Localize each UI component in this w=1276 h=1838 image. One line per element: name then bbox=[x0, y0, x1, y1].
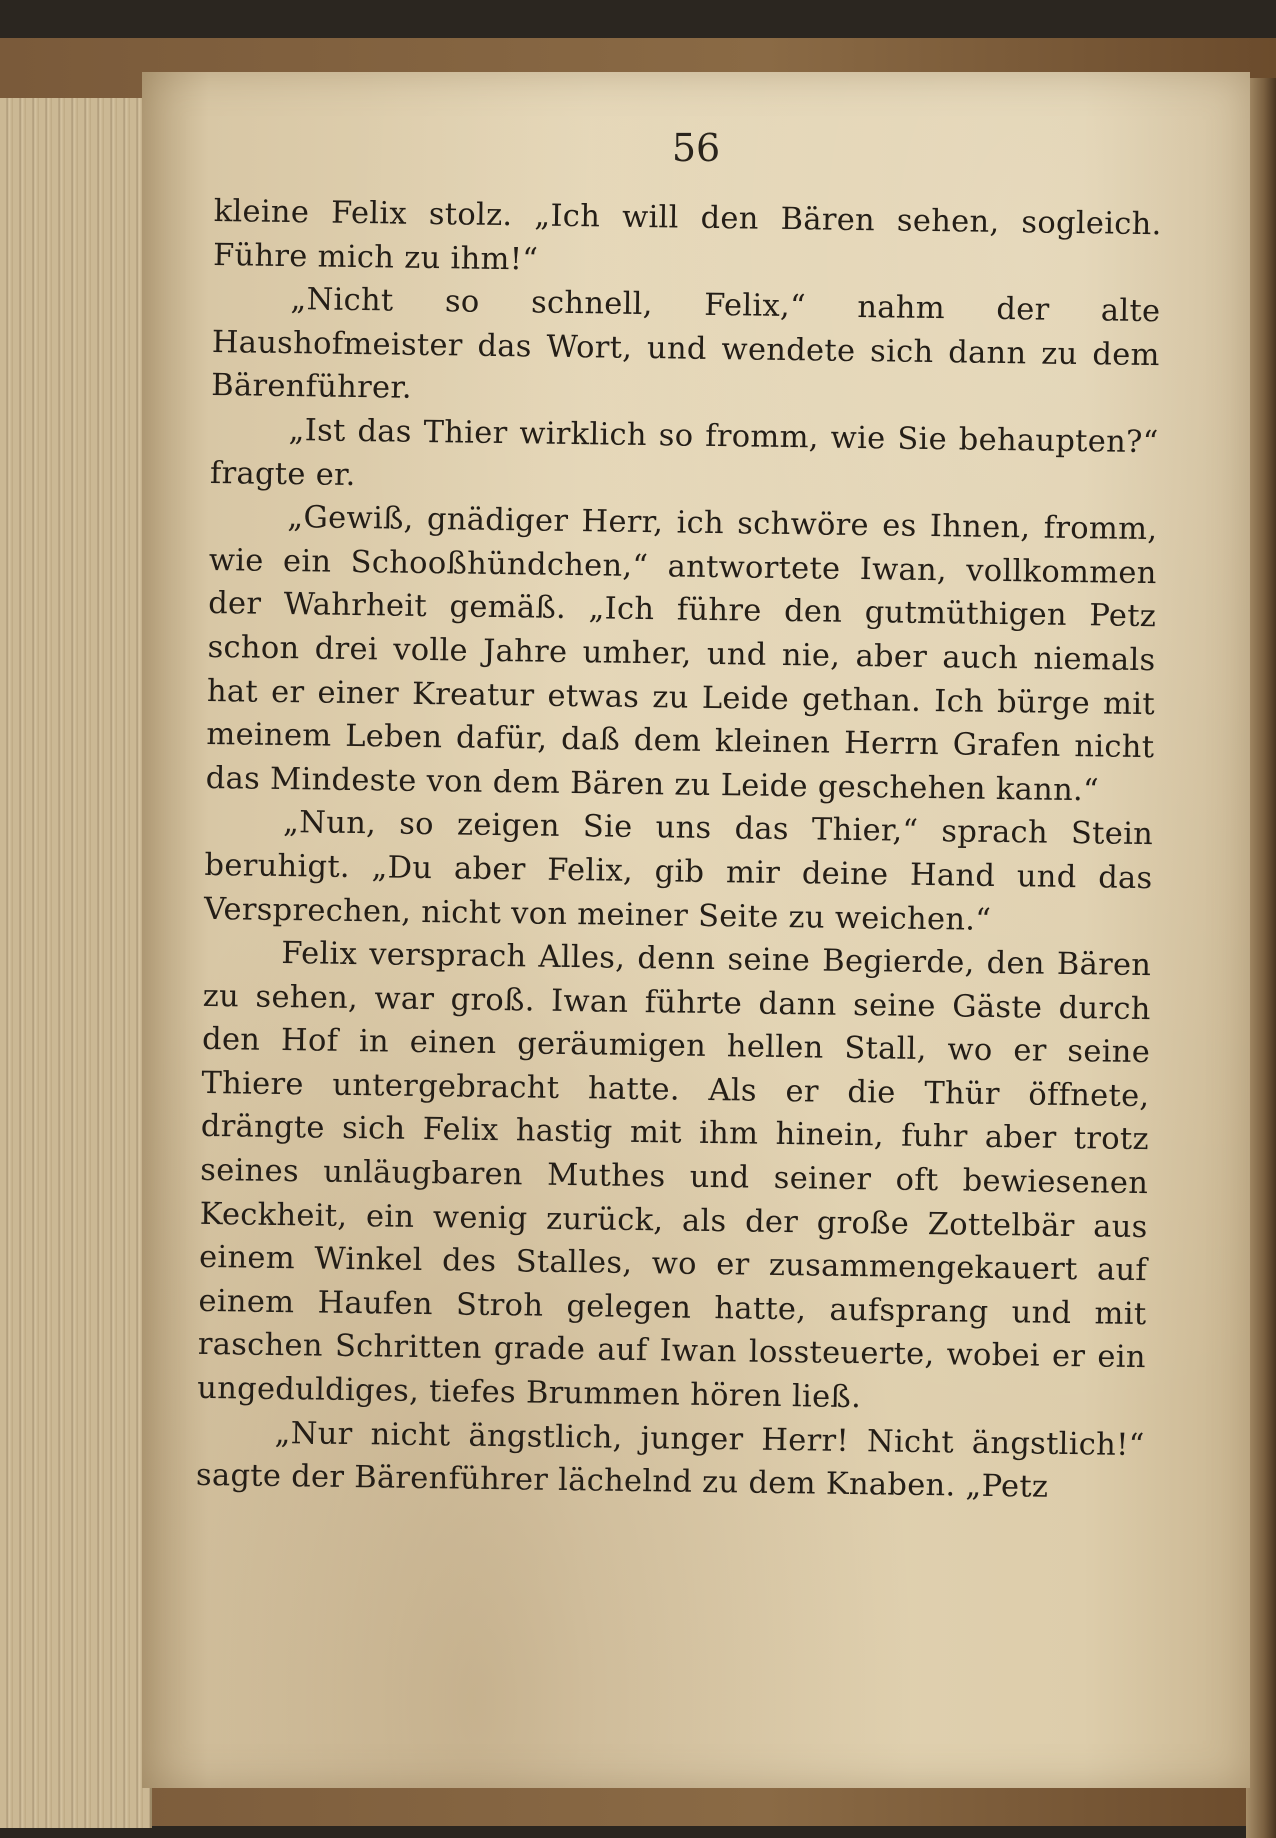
paragraph: „Nicht so schnell, Felix,“ nahm der alte Haushofmeister das Wort, und wendete sich dann zu dem Bärenführer. bbox=[211, 282, 1161, 407]
paragraph: Felix versprach Alles, denn seine Begierde, den Bären zu sehen, war groß. Iwan führte dann seine Gäste durch den Hof in einen geräumigen hellen Stall, wo er seine Thiere untergebracht hatte. Als er die Thür öffnete, drängte sich Felix hastig mit ihm hinein, fuhr aber trotz seines unläugbaren Muthes und seiner oft bewiesenen Keckheit, ein wenig zurück, als der große Zottelbär aus einem Winkel des Stalles, wo er zusammengekauert auf einem Haufen Stroh gelegen hatte, aufsprang und mit raschen Schritten grade auf Iwan lossteuerte, wobei er ein ungeduldiges, tiefes Brummen hören ließ. bbox=[197, 936, 1152, 1416]
paragraph: „Nur nicht ängstlich, junger Herr! Nicht ängstlich!“ sagte der Bärenführer lächelnd zu dem Knaben. „Petz bbox=[195, 1415, 1145, 1505]
paragraph: „Gewiß, gnädiger Herr, ich schwöre es Ihnen, fromm, wie ein Schooßhündchen,“ antwortete Iwan, vollkommen der Wahrheit gemäß. „Ich führe den gutmüthigen Petz schon drei volle Jahre umher, und nie, aber auch niemals hat er einer Kreatur etwas zu Leide gethan. Ich bürge mit meinem Leben dafür, daß dem kleinen Herrn Grafen nicht das Mindeste von dem Bären zu Leide geschehen kann.“ bbox=[205, 500, 1158, 809]
book-spine-edge bbox=[1246, 78, 1276, 1838]
paragraph: „Nun, so zeigen Sie uns das Thier,“ sprach Stein beruhigt. „Du aber Felix, gib mir deine Hand und das Versprechen, nicht von meiner Seite zu weichen.“ bbox=[203, 805, 1154, 938]
page-number: 56 bbox=[671, 126, 721, 170]
book-page bbox=[142, 72, 1250, 1788]
page-text bbox=[196, 190, 1162, 1511]
paragraph: „Ist das Thier wirklich so fromm, wie Sie behaupten?“ fragte er. bbox=[209, 413, 1159, 493]
page-stack-edge bbox=[0, 98, 152, 1828]
paragraph: kleine Felix stolz. „Ich will den Bären sehen, sogleich. Führe mich zu ihm!“ bbox=[212, 193, 1162, 278]
